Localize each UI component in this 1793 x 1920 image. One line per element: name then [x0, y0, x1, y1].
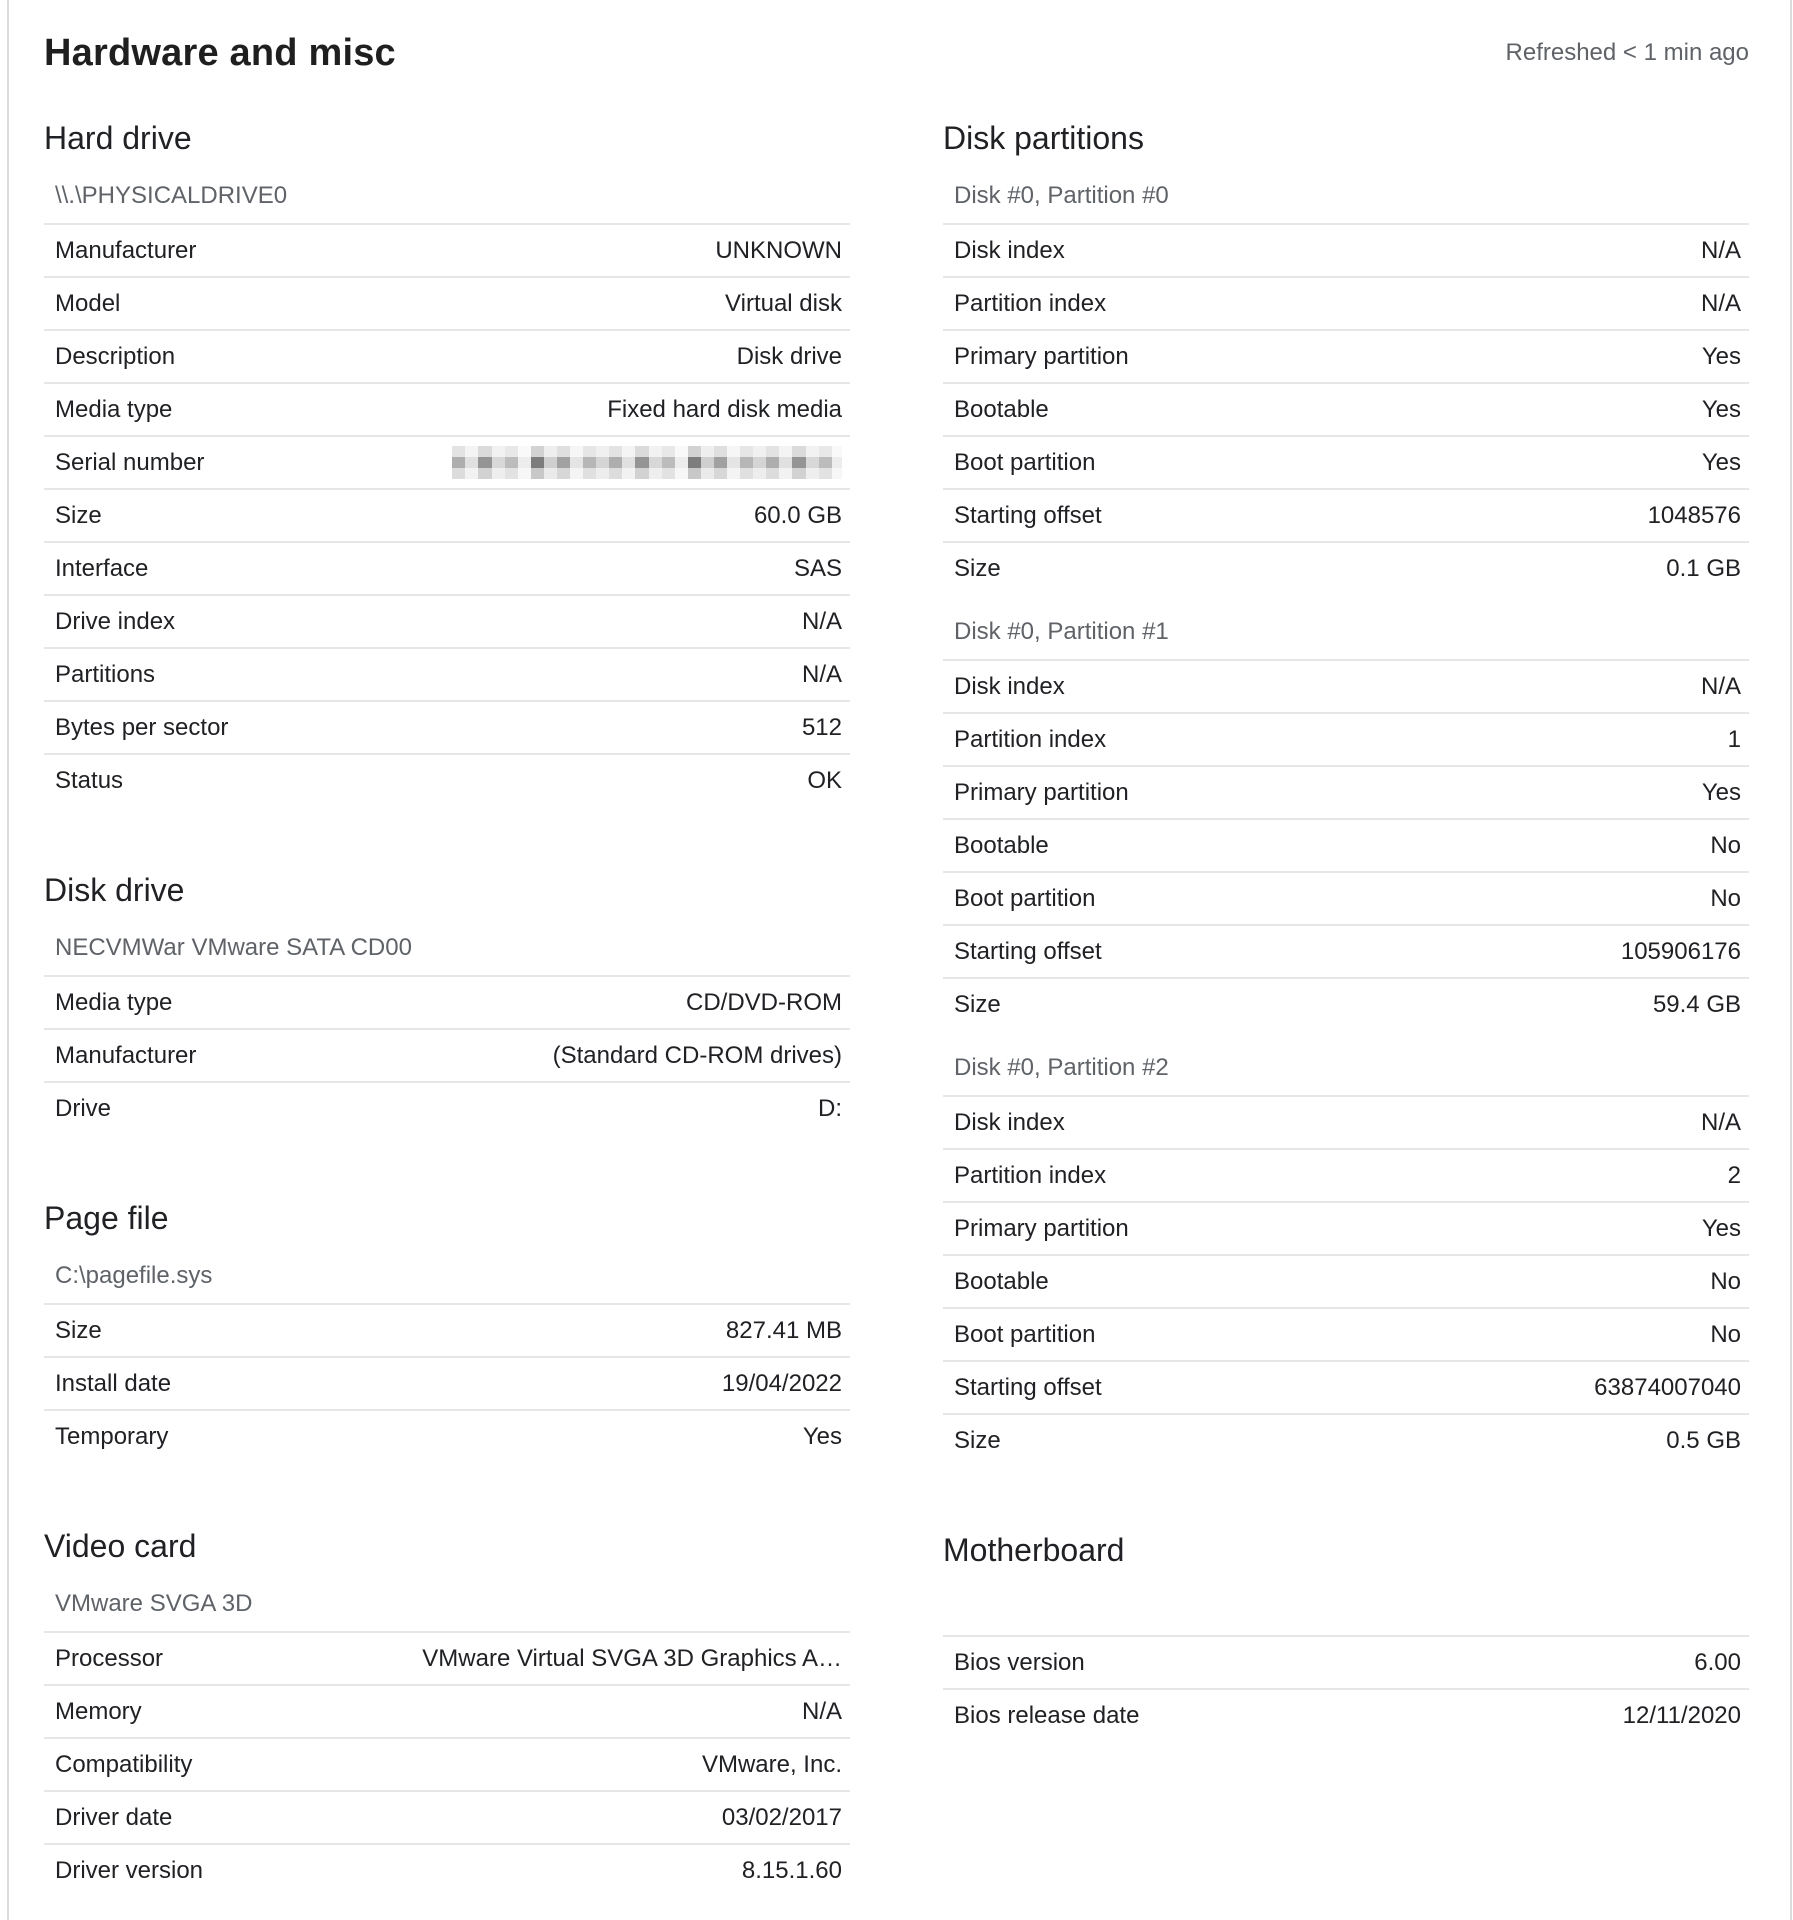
row-label: Processor: [55, 1644, 164, 1672]
table-row: [44, 1356, 850, 1409]
row-label: Model: [55, 289, 121, 317]
row-label: Temporary: [55, 1422, 169, 1450]
rows-table: [943, 1095, 1749, 1466]
row-label: Status: [55, 766, 124, 794]
row-value: No: [1710, 1320, 1741, 1348]
table-row: [943, 1254, 1749, 1307]
table-row: [943, 818, 1749, 871]
row-label: Boot partition: [954, 884, 1096, 912]
row-label: Size: [55, 1316, 102, 1344]
group-subtitle: C:\pagefile.sys: [55, 1262, 213, 1289]
group-c-pagefile-sys: [44, 1261, 850, 1462]
row-value: Virtual disk: [725, 289, 842, 317]
row-value: No: [1710, 1267, 1741, 1295]
row-value: Yes: [1701, 342, 1741, 370]
group-vmware-svga-3d: [44, 1589, 850, 1896]
row-value: N/A: [1700, 1108, 1741, 1136]
table-row: [44, 1305, 850, 1356]
table-row: [943, 1637, 1749, 1688]
section-disk-drive: [44, 870, 850, 1134]
row-label: Primary partition: [954, 1214, 1129, 1242]
row-label: Compatibility: [55, 1750, 193, 1778]
group-subtitle: [943, 1593, 1749, 1623]
table-row: [943, 1360, 1749, 1413]
group-subtitle: Disk #0, Partition #2: [954, 1054, 1169, 1081]
row-label: Primary partition: [954, 778, 1129, 806]
row-value: 1: [1727, 725, 1741, 753]
group-physicaldrive0: [44, 181, 850, 806]
table-row: [44, 594, 850, 647]
table-row: [943, 488, 1749, 541]
rows-table: [943, 659, 1749, 1030]
group-subtitle: \\.\PHYSICALDRIVE0: [55, 182, 288, 209]
row-value: Disk drive: [736, 342, 842, 370]
row-value: No: [1710, 831, 1741, 859]
row-label: Description: [55, 342, 176, 370]
row-label: Starting offset: [954, 1373, 1102, 1401]
row-value: 19/04/2022: [721, 1369, 842, 1397]
table-row: [44, 329, 850, 382]
row-label: Starting offset: [954, 501, 1102, 529]
table-row: [943, 924, 1749, 977]
content-grid: [0, 118, 1793, 1896]
table-row: [943, 712, 1749, 765]
row-label: Partition index: [954, 289, 1107, 317]
row-value: D:: [818, 1094, 842, 1122]
table-row: [943, 435, 1749, 488]
column-right: [943, 118, 1749, 1896]
row-value: 03/02/2017: [721, 1803, 842, 1831]
section-heading: Motherboard: [943, 1532, 1125, 1568]
rows-table: [44, 1631, 850, 1896]
row-value: Yes: [1701, 1214, 1741, 1242]
table-row: [44, 700, 850, 753]
row-label: Bios version: [954, 1648, 1085, 1676]
table-row: [943, 661, 1749, 712]
rows-table: [44, 975, 850, 1134]
column-left: [44, 118, 850, 1896]
row-value: Yes: [1701, 778, 1741, 806]
table-row: [44, 1409, 850, 1462]
group-subtitle: NECVMWar VMware SATA CD00: [55, 934, 412, 961]
row-value: CD/DVD-ROM: [686, 988, 842, 1016]
row-label: Bytes per sector: [55, 713, 229, 741]
section-heading: Video card: [44, 1528, 197, 1564]
row-value: 0.5 GB: [1666, 1426, 1741, 1454]
table-row: [943, 329, 1749, 382]
row-value: VMware Virtual SVGA 3D Graphics A…: [422, 1644, 842, 1672]
section-heading: Page file: [44, 1200, 169, 1236]
row-value: SAS: [793, 554, 842, 582]
row-label: Boot partition: [954, 448, 1096, 476]
row-value: 12/11/2020: [1622, 1701, 1741, 1729]
section-heading: Disk drive: [44, 872, 185, 908]
group-disk-0-partition-0: [943, 181, 1749, 594]
page-left-edge-divider: [7, 0, 9, 1920]
rows-table: [943, 1635, 1749, 1741]
table-row: [44, 541, 850, 594]
row-value: 8.15.1.60: [741, 1856, 842, 1884]
row-value: 6.00: [1694, 1648, 1741, 1676]
group-disk-0-partition-2: [943, 1053, 1749, 1466]
row-label: Manufacturer: [55, 1041, 197, 1069]
row-label: Manufacturer: [55, 236, 197, 264]
table-row: [943, 382, 1749, 435]
section-heading: Hard drive: [44, 120, 192, 156]
group-subtitle: Disk #0, Partition #0: [954, 182, 1169, 209]
row-label: Bootable: [954, 831, 1049, 859]
table-row: [943, 1148, 1749, 1201]
table-row: [943, 276, 1749, 329]
row-label: Starting offset: [954, 937, 1102, 965]
row-label: Serial number: [55, 448, 205, 476]
row-value: 105906176: [1620, 937, 1741, 965]
table-row: [943, 541, 1749, 594]
row-value: 63874007040: [1594, 1373, 1741, 1401]
row-value: 59.4 GB: [1652, 990, 1741, 1018]
section-page-file: [44, 1198, 850, 1462]
table-row: [44, 225, 850, 276]
row-label: Drive: [55, 1094, 112, 1122]
row-value: No: [1710, 884, 1741, 912]
table-row: [44, 647, 850, 700]
page-header: [0, 0, 1793, 76]
group-blank: [943, 1593, 1749, 1741]
row-value: 827.41 MB: [725, 1316, 842, 1344]
row-label: Disk index: [954, 672, 1065, 700]
table-row: [44, 1028, 850, 1081]
table-row: [44, 977, 850, 1028]
section-disk-partitions: [943, 118, 1749, 1466]
row-value: 2: [1727, 1161, 1741, 1189]
table-row: [44, 1081, 850, 1134]
table-row: [943, 1201, 1749, 1254]
table-row: [943, 1688, 1749, 1741]
table-row: [44, 1737, 850, 1790]
row-value: UNKNOWN: [715, 236, 842, 264]
table-row: [44, 1843, 850, 1896]
table-row: [943, 225, 1749, 276]
table-row: [943, 871, 1749, 924]
rows-table: [44, 223, 850, 806]
section-heading: Disk partitions: [943, 120, 1144, 156]
group-subtitle: VMware SVGA 3D: [55, 1590, 253, 1617]
row-label: Driver version: [55, 1856, 204, 1884]
table-row: [44, 488, 850, 541]
row-label: Bios release date: [954, 1701, 1140, 1729]
table-row: [943, 1307, 1749, 1360]
row-label: Partition index: [954, 1161, 1107, 1189]
row-value: N/A: [1700, 672, 1741, 700]
table-row: [44, 1633, 850, 1684]
table-row: [44, 435, 850, 488]
row-label: Boot partition: [954, 1320, 1096, 1348]
row-label: Interface: [55, 554, 149, 582]
row-value: Fixed hard disk media: [607, 395, 842, 423]
row-label: Media type: [55, 395, 173, 423]
row-value: N/A: [801, 607, 842, 635]
row-label: Disk index: [954, 236, 1065, 264]
row-label: Size: [954, 990, 1001, 1018]
row-label: Bootable: [954, 395, 1049, 423]
table-row: [44, 382, 850, 435]
row-value: Yes: [1701, 448, 1741, 476]
table-row: [44, 1684, 850, 1737]
row-label: Size: [55, 501, 102, 529]
row-label: Partition index: [954, 725, 1107, 753]
section-hard-drive: [44, 118, 850, 806]
row-value: 1048576: [1647, 501, 1741, 529]
row-value: 0.1 GB: [1666, 554, 1741, 582]
table-row: [44, 753, 850, 806]
row-value: Yes: [1701, 395, 1741, 423]
row-value: N/A: [1700, 289, 1741, 317]
row-label: Partitions: [55, 660, 156, 688]
table-row: [943, 1413, 1749, 1466]
row-value: Yes: [802, 1422, 842, 1450]
page-right-edge-divider: [1790, 0, 1792, 1920]
row-value: 60.0 GB: [753, 501, 842, 529]
table-row: [44, 1790, 850, 1843]
row-label: Disk index: [954, 1108, 1065, 1136]
row-label: Memory: [55, 1697, 142, 1725]
table-row: [943, 765, 1749, 818]
group-necvmwar-vmware-sata-cd00: [44, 933, 850, 1134]
row-label: Size: [954, 554, 1001, 582]
row-label: Primary partition: [954, 342, 1129, 370]
row-label: Install date: [55, 1369, 172, 1397]
refreshed-status: Refreshed < 1 min ago: [1505, 39, 1749, 66]
row-value: N/A: [801, 1697, 842, 1725]
row-label: Size: [954, 1426, 1001, 1454]
rows-table: [943, 223, 1749, 594]
group-subtitle: Disk #0, Partition #1: [954, 618, 1169, 645]
row-value: N/A: [1700, 236, 1741, 264]
table-row: [943, 977, 1749, 1030]
section-motherboard: [943, 1530, 1749, 1741]
row-label: Media type: [55, 988, 173, 1016]
table-row: [44, 276, 850, 329]
row-value: VMware, Inc.: [701, 1750, 842, 1778]
section-video-card: [44, 1526, 850, 1896]
row-label: Driver date: [55, 1803, 173, 1831]
row-label: Bootable: [954, 1267, 1049, 1295]
group-disk-0-partition-1: [943, 617, 1749, 1030]
row-value: (Standard CD-ROM drives): [552, 1041, 842, 1069]
rows-table: [44, 1303, 850, 1462]
table-row: [943, 1097, 1749, 1148]
row-value: OK: [807, 766, 842, 794]
row-value: 512: [801, 713, 842, 741]
redacted-serial-number: [452, 446, 842, 479]
page-title: Hardware and misc: [44, 32, 396, 74]
row-value: N/A: [801, 660, 842, 688]
row-label: Drive index: [55, 607, 176, 635]
